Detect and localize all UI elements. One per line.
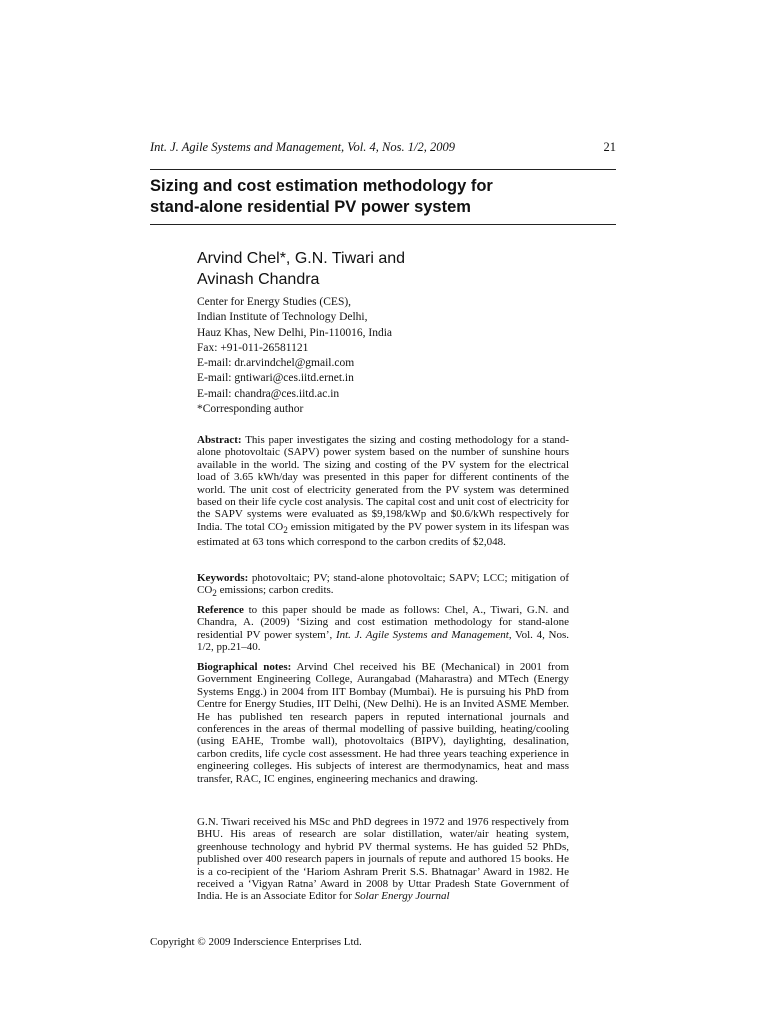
biography-paragraph-1	[197, 661, 569, 785]
co2-subscript: 2	[212, 588, 217, 599]
journal-citation-header: Int. J. Agile Systems and Management, Vol. 4, Nos. 1/2, 2009	[150, 140, 455, 154]
reference-text: to this paper should be made as follows: Chel, A., Tiwari, G.N. and Chandra, A. (2009) ‘Sizing and cost estimation methodology for stand-alone residential PV power system’,	[197, 604, 569, 641]
keywords-text: photovoltaic; PV; stand-alone photovoltaic; SAPV; LCC; mitigation of CO	[197, 572, 569, 597]
copyright-footer: Copyright © 2009 Inderscience Enterprises Ltd.	[150, 936, 362, 948]
reference-paragraph	[197, 604, 569, 654]
biography-paragraph-2	[197, 816, 569, 903]
author-list-line-1: Arvind Chel*, G.N. Tiwari and	[197, 250, 406, 267]
fax-line: Fax: +91-011-26581121	[197, 341, 309, 354]
reference-text-continued: , Vol. 4, Nos. 1/2, pp.21–40.	[197, 628, 570, 654]
affiliation-line: Hauz Khas, New Delhi, Pin-110016, India	[197, 326, 393, 339]
abstract-paragraph	[197, 434, 569, 549]
paper-title-line-1: Sizing and cost estimation methodology for	[150, 177, 493, 195]
affiliation-block	[197, 295, 616, 417]
biographical-notes-label: Biographical notes:	[197, 661, 292, 673]
email-line: E-mail: gntiwari@ces.iitd.ernet.in	[197, 372, 354, 385]
reference-journal-name: Int. J. Agile Systems and Management	[335, 628, 509, 641]
biography-text-chel: Arvind Chel received his BE (Mechanical) in 2001 from Government Engineering College, Aurangabad (Maharastra) and MTech (Energy Systems Engg.) in 2004 from IIT Bombay (Mumbai). He is pursuing his PhD from Centre for Energy Studies, IIT Delhi, (New Delhi). He is an Invited ASME Member. He has published ten research papers in reputed international journals and conferences in the areas of thermal modelling of passive building, heating/cooling (using EAHE, Trombe wall), photovoltaics (BIPV), daylighting, desalination, carbon credits, life cycle cost assessment. He had three years teaching experience in engineering colleges. His subjects of interest are thermodynamics, heat and mass transfer, RAC, IC engines, engineering mechanics and drawing.	[197, 661, 569, 785]
email-line: E-mail: dr.arvindchel@gmail.com	[197, 357, 355, 370]
title-bottom-rule	[150, 224, 616, 225]
paper-title	[150, 176, 616, 218]
keywords-text-continued: emissions; carbon credits.	[216, 584, 334, 597]
paper-title-line-2: stand-alone residential PV power system	[150, 198, 471, 216]
keywords-paragraph	[197, 572, 569, 600]
abstract-text-continued: emission mitigated by the PV power system in its lifespan was estimated at 63 tons which correspond to the carbon credits of $2,048.	[197, 520, 569, 549]
journal-name-italic: Solar Energy Journal	[354, 890, 450, 903]
biography-text-tiwari: G.N. Tiwari received his MSc and PhD degrees in 1972 and 1976 respectively from BHU. His areas of research are solar distillation, water/air heating system, greenhouse technology and hybrid PV thermal systems. He has guided 52 PhDs, published over 400 research papers in journals of repute and authored 15 books. He is a co-recipient of the ‘Hariom Ashram Prerit S.S. Bhatnagar’ Award in 1982. He received a ‘Vigyan Ratna’ Award in 2008 by Uttar Pradesh State Government of India. He is an Associate Editor for	[197, 816, 569, 903]
title-top-rule	[150, 169, 616, 170]
co2-subscript: 2	[283, 525, 288, 536]
affiliation-line: Indian Institute of Technology Delhi,	[197, 311, 368, 324]
keywords-label: Keywords:	[197, 572, 249, 584]
email-line: E-mail: chandra@ces.iitd.ac.in	[197, 387, 340, 400]
abstract-text: This paper investigates the sizing and costing methodology for a stand-alone photovoltaic (SAPV) power system based on the number of sunshine hours available in the world. The sizing and costing of the PV system for the electrical load of 3.65 kWh/day was presented in this paper for different continents of the world. The unit cost of electricity generated from the PV system was determined based on their life cycle cost analysis. The capital cost and unit cost of electricity for the SAPV systems were evaluated as $9,198/kWp and $0.6/kWh respectively for India. The total CO	[197, 434, 569, 533]
author-list	[197, 248, 616, 290]
corresponding-author-note: *Corresponding author	[197, 403, 304, 416]
page-number: 21	[603, 140, 616, 154]
abstract-label: Abstract:	[197, 434, 242, 446]
reference-label: Reference	[197, 604, 244, 616]
author-list-line-2: Avinash Chandra	[197, 271, 320, 288]
affiliation-line: Center for Energy Studies (CES),	[197, 296, 352, 308]
